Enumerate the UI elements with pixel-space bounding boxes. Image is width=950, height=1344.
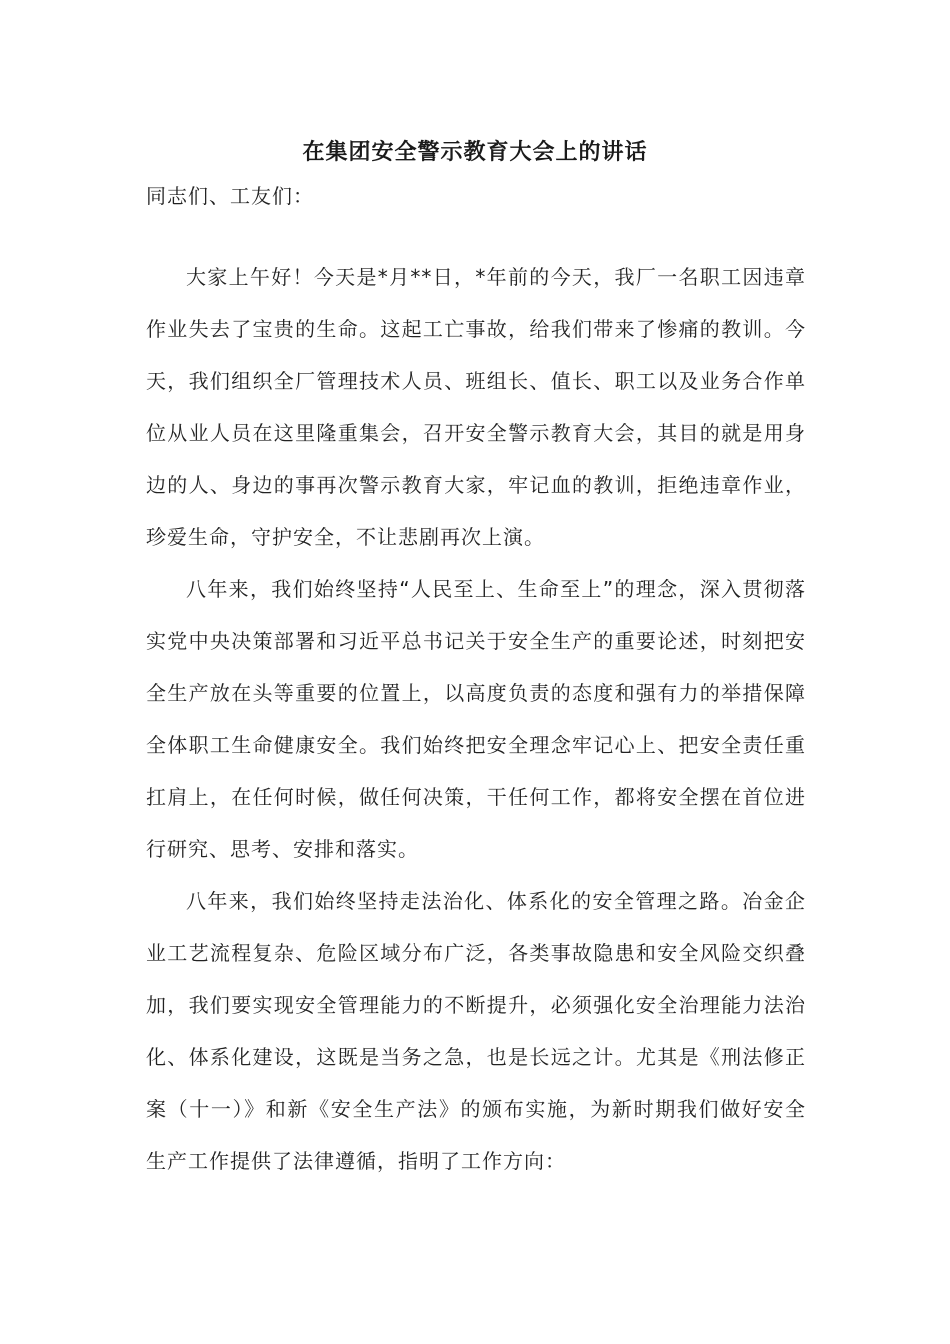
paragraph-2: 八年来，我们始终坚持“人民至上、生命至上”的理念，深入贯彻落实党中央决策部署和习近平总书记关于安全生产的重要论述，时刻把安全生产放在头等重要的位置上，以高度负责的态度和强有力的举措保障全体职工生命健康安全。我们始终把安全理念牢记心上、把安全责任重扛肩上，在任何时候，做任何决策，干任何工作，都将安全摆在首位进行研究、思考、安排和落实。 bbox=[146, 577, 806, 861]
salutation: 同志们、工友们： bbox=[146, 184, 314, 208]
document-title: 在集团安全警示教育大会上的讲话 bbox=[302, 140, 648, 165]
paragraph-3: 八年来，我们始终坚持走法治化、体系化的安全管理之路。冶金企业工艺流程复杂、危险区域分布广泛，各类事故隐患和安全风险交织叠加，我们要实现安全管理能力的不断提升，必须强化安全治理能力法治化、体系化建设，这既是当务之急，也是长远之计。尤其是《刑法修正案（十一）》和新《安全生产法》的颁布实施，为新时期我们做好安全生产工作提供了法律遵循，指明了工作方向： bbox=[146, 889, 806, 1173]
paragraph-1: 大家上午好！今天是*月**日，*年前的今天，我厂一名职工因违章作业失去了宝贵的生命。这起工亡事故，给我们带来了惨痛的教训。今天，我们组织全厂管理技术人员、班组长、值长、职工以及业务合作单位从业人员在这里隆重集会，召开安全警示教育大会，其目的就是用身边的人、身边的事再次警示教育大家，牢记血的教训，拒绝违章作业，珍爱生命，守护安全，不让悲剧再次上演。 bbox=[146, 265, 806, 549]
